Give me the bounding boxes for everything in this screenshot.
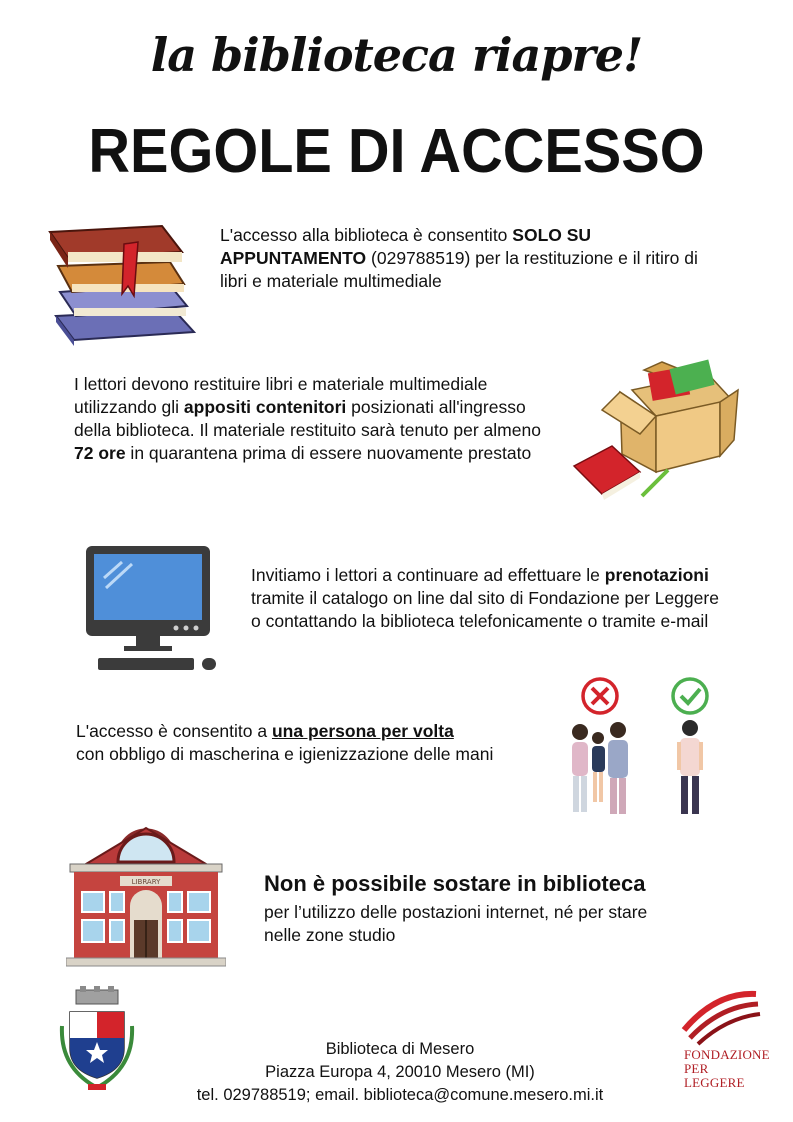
logo-text-line2: PER LEGGERE — [684, 1061, 745, 1090]
library-sign-text: LIBRARY — [131, 878, 161, 886]
return-box-image — [568, 350, 744, 510]
rule-appointment-text: L'accesso alla biblioteca è consentito SOLO SU APPUNTAMENTO (029788519) per la restituzione e il ritiro di libri e materiale multimediale — [220, 225, 698, 291]
library-building-image — [66, 826, 226, 968]
computer-image — [84, 544, 224, 676]
footer-phone-email: tel. 029788519; email. biblioteca@comune.mesero.mi.it — [196, 1086, 604, 1104]
rule-reservations-emphasis: prenotazioni — [604, 565, 709, 585]
rule-appointment-emphasis: SOLO SU APPUNTAMENTO — [220, 225, 592, 268]
rule-containers-text: I lettori devono restituire libri e materiale multimediale utilizzando gli appositi contenitori posizionati all'ingresso della biblioteca. Il materiale restituito sarà tenuto per almeno 72 ore in quarantena prima di essere nuovamente prestato — [74, 374, 541, 463]
poster-title: REGOLE DI ACCESSO — [88, 117, 705, 186]
no-stay-text: per l’utilizzo delle postazioni internet, né per stare nelle zone studio — [264, 902, 648, 945]
rule-one-person-emphasis: una persona per volta — [271, 721, 454, 741]
rule-containers-emphasis: appositi contenitori — [183, 397, 347, 417]
people-image — [562, 676, 730, 822]
rule-one-person-text: L'accesso è consentito a una persona per volta con obbligo di mascherina e igienizzazione delle mani — [76, 721, 494, 764]
footer-contact — [170, 1038, 630, 1107]
footer-address: Piazza Europa 4, 20010 Mesero (MI) — [265, 1063, 535, 1081]
rule-quarantine-emphasis: 72 ore — [74, 443, 126, 463]
books-stack-image — [44, 214, 204, 348]
footer-library-name: Biblioteca di Mesero — [325, 1040, 475, 1058]
poster-subtitle: la biblioteca riapre! — [150, 28, 643, 82]
mesero-crest-logo — [58, 986, 136, 1094]
fondazione-per-leggere-logo — [676, 990, 770, 1096]
no-stay-heading: Non è possibile sostare in biblioteca — [264, 871, 646, 896]
rule-reservations-text: Invitiamo i lettori a continuare ad effettuare le prenotazioni tramite il catalogo on line dal sito di Fondazione per Leggere o contattando la biblioteca telefonicamente o tramite e-mail — [251, 565, 719, 631]
logo-text-line1: FONDAZIONE — [684, 1047, 770, 1062]
